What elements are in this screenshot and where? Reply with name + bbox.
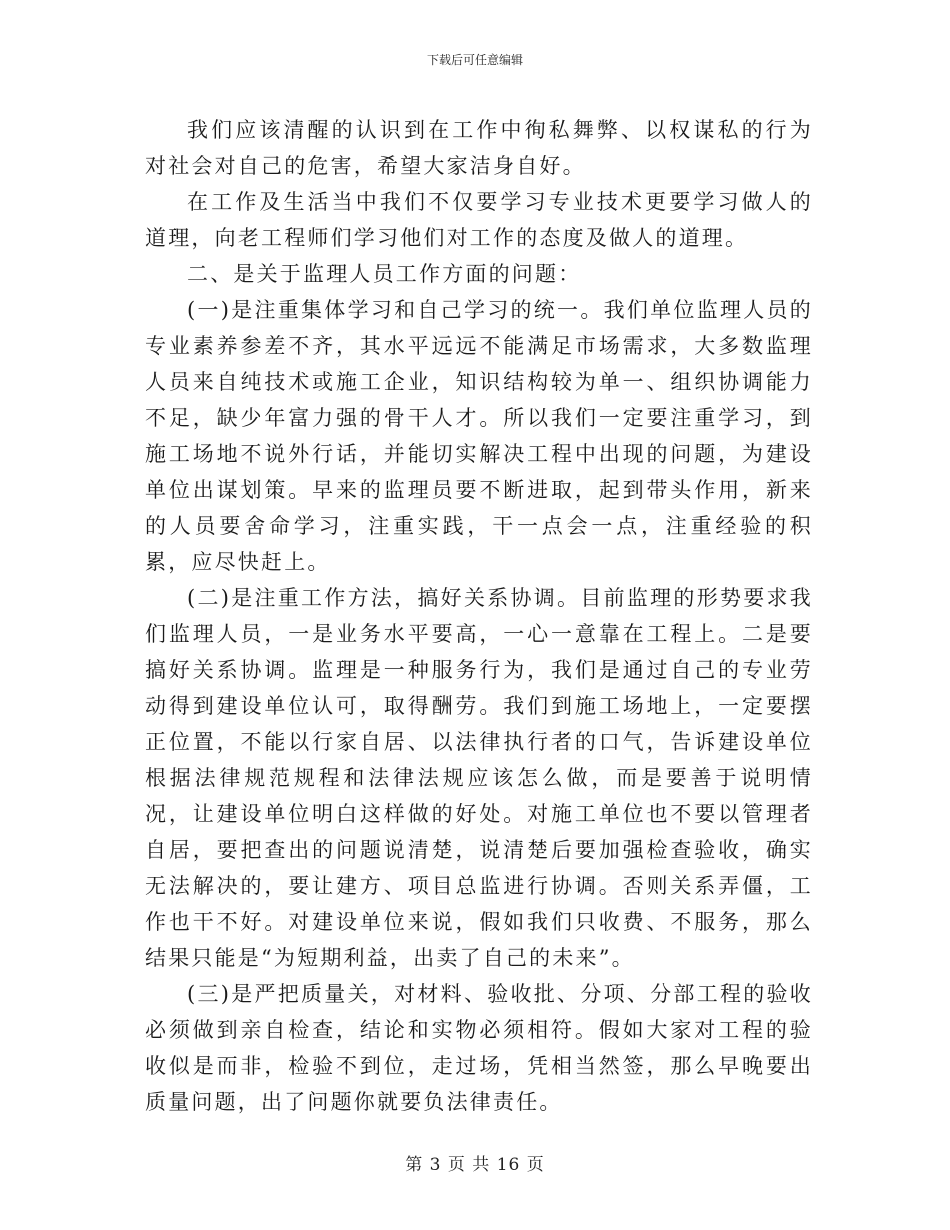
- footer-middle: 页 共: [447, 1155, 491, 1175]
- footer-page-number: 3: [429, 1155, 442, 1175]
- footer-suffix: 页: [526, 1155, 545, 1175]
- paragraph-item-2: (二)是注重工作方法，搞好关系协调。目前监理的形势要求我们监理人员，一是业务水平要高，一心一意靠在工程上。二是要搞好关系协调。监理是一种服务行为，我们是通过自己的专业劳动得到建设单位认可，取得酬劳。我们到施工场地上，一定要摆正位置，不能以行家自居、以法律执行者的口气，告诉建设单位根据法律规范规程和法律法规应该怎么做，而是要善于说明情况，让建设单位明白这样做的好处。对施工单位也不要以管理者自居，要把查出的问题说清楚，说清楚后要加强检查验收，确实无法解决的，要让建方、项目总监进行协调。否则关系弄僵，工作也干不好。对建设单位来说，假如我们只收费、不服务，那么结果只能是“为短期利益，出卖了自己的未来”。: [145, 586, 813, 970]
- paragraph-2: 在工作及生活当中我们不仅要学习专业技术更要学习做人的道理，向老工程师们学习他们对工作的态度及做人的道理。: [145, 190, 813, 250]
- paragraph-item-3: (三)是严把质量关，对材料、验收批、分项、分部工程的验收必须做到亲自检查，结论和实物必须相符。假如大家对工程的验收似是而非，检验不到位，走过场，凭相当然签，那么早晚要出质量问题，出了问题你就要负法律责任。: [145, 982, 813, 1114]
- section-heading: 二、是关于监理人员工作方面的问题：: [187, 262, 582, 286]
- page-header: 下载后可任意编辑: [426, 53, 523, 67]
- paragraph-item-1: (一)是注重集体学习和自己学习的统一。我们单位监理人员的专业素养参差不齐，其水平远远不能满足市场需求，大多数监理人员来自纯技术或施工企业，知识结构较为单一、组织协调能力不足，缺少年富力强的骨干人才。所以我们一定要注重学习，到施工场地不说外行话，并能切实解决工程中出现的问题，为建设单位出谋划策。早来的监理员要不断进取，起到带头作用，新来的人员要舍命学习，注重实践，干一点会一点，注重经验的积累，应尽快赶上。: [145, 298, 813, 574]
- footer-total-pages: 16: [496, 1155, 521, 1175]
- paragraph-1: 我们应该清醒的认识到在工作中徇私舞弊、以权谋私的行为对社会对自己的危害，希望大家洁身自好。: [145, 118, 813, 178]
- body-text: [145, 112, 813, 1120]
- footer-prefix: 第: [405, 1155, 424, 1175]
- page-footer: [0, 1154, 950, 1176]
